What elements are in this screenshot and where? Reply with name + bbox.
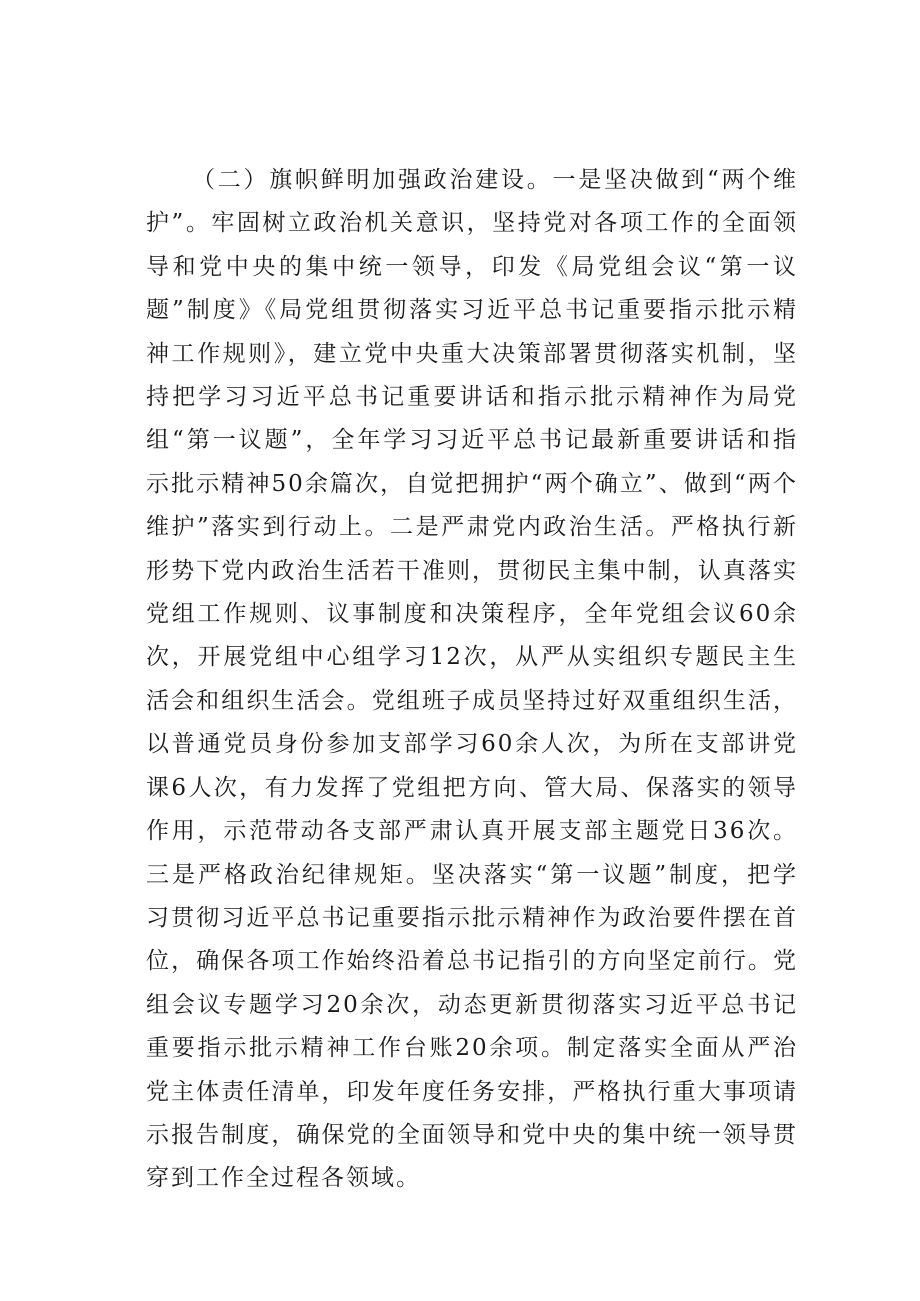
body-paragraph: （二）旗帜鲜明加强政治建设。一是坚决做到“两个维护”。牢固树立政治机关意识，坚持党对各项工作的全面领导和党中央的集中统一领导，印发《局党组会议“第一议题”制度》《局党组贯彻落实习近平总书记重要指示批示精神工作规则》，建立党中央重大决策部署贯彻落实机制，坚持把学习习近平总书记重要讲话和指示批示精神作为局党组“第一议题”，全年学习习近平总书记最新重要讲话和指示批示精神50余篇次，自觉把拥护“两个确立”、做到“两个维护”落实到行动上。二是严肃党内政治生活。严格执行新形势下党内政治生活若干准则，贯彻民主集中制，认真落实党组工作规则、议事制度和决策程序，全年党组会议60余次，开展党组中心组学习12次，从严从实组织专题民主生活会和组织生活会。党组班子成员坚持过好双重组织生活，以普通党员身份参加支部学习60余人次，为所在支部讲党课6人次，有力发挥了党组把方向、管大局、保落实的领导作用，示范带动各支部严肃认真开展支部主题党日36次。三是严格政治纪律规矩。坚决落实“第一议题”制度，把学习贯彻习近平总书记重要指示批示精神作为政治要件摆在首位，确保各项工作始终沿着总书记指引的方向坚定前行。党组会议专题学习20余次，动态更新贯彻落实习近平总书记重要指示批示精神工作台账20余项。制定落实全面从严治党主体责任清单，印发年度任务安排，严格执行重大事项请示报告制度，确保党的全面领导和党中央的集中统一领导贯穿到工作全过程各领域。 (146, 167, 798, 1192)
